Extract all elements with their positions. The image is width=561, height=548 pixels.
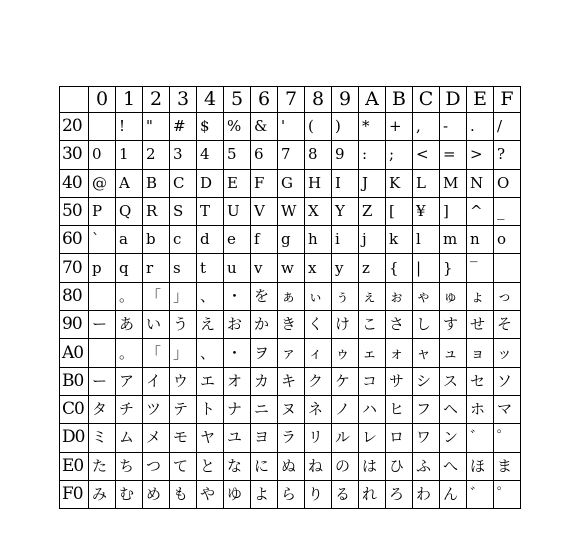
table-cell: よ bbox=[251, 481, 278, 509]
table-cell: む bbox=[116, 481, 143, 509]
row-header: 90 bbox=[60, 311, 89, 339]
column-header: 9 bbox=[332, 87, 359, 113]
table-cell: ォ bbox=[386, 339, 413, 367]
table-cell: L bbox=[413, 170, 440, 198]
table-cell: ヨ bbox=[251, 424, 278, 452]
column-header: 1 bbox=[116, 87, 143, 113]
table-cell: ニ bbox=[251, 396, 278, 424]
table-cell: マ bbox=[494, 396, 521, 424]
table-cell: ル bbox=[332, 424, 359, 452]
column-header: F bbox=[494, 87, 521, 113]
table-cell: ' bbox=[278, 113, 305, 141]
table-cell: | bbox=[413, 254, 440, 282]
table-cell: b bbox=[143, 226, 170, 254]
table-cell: ! bbox=[116, 113, 143, 141]
table-cell: ゛ bbox=[467, 481, 494, 509]
table-cell: ム bbox=[116, 424, 143, 452]
table-cell: ー bbox=[89, 368, 116, 396]
table-cell: あ bbox=[116, 311, 143, 339]
table-cell: お bbox=[224, 311, 251, 339]
table-cell: ; bbox=[386, 141, 413, 169]
table-cell: ナ bbox=[224, 396, 251, 424]
table-cell: ェ bbox=[359, 339, 386, 367]
table-cell: + bbox=[386, 113, 413, 141]
table-cell: を bbox=[251, 283, 278, 311]
table-cell: ミ bbox=[89, 424, 116, 452]
table-cell: V bbox=[251, 198, 278, 226]
table-cell: て bbox=[170, 453, 197, 481]
table-cell: t bbox=[197, 254, 224, 282]
table-cell: ` bbox=[89, 226, 116, 254]
table-cell: ゅ bbox=[440, 283, 467, 311]
table-cell: . bbox=[467, 113, 494, 141]
table-cell: f bbox=[251, 226, 278, 254]
row-header: C0 bbox=[60, 396, 89, 424]
table-cell: テ bbox=[170, 396, 197, 424]
row-header: A0 bbox=[60, 339, 89, 367]
table-cell: 。 bbox=[116, 283, 143, 311]
table-cell: 0 bbox=[89, 141, 116, 169]
table-cell: s bbox=[170, 254, 197, 282]
table-cell: 、 bbox=[197, 283, 224, 311]
table-cell: ケ bbox=[332, 368, 359, 396]
column-header: 7 bbox=[278, 87, 305, 113]
table-cell: u bbox=[224, 254, 251, 282]
column-header: 0 bbox=[89, 87, 116, 113]
table-cell: ュ bbox=[440, 339, 467, 367]
table-cell: " bbox=[143, 113, 170, 141]
table-cell: : bbox=[359, 141, 386, 169]
table-cell: ネ bbox=[305, 396, 332, 424]
row-header: 40 bbox=[60, 170, 89, 198]
table-cell: ヲ bbox=[251, 339, 278, 367]
table-cell: コ bbox=[359, 368, 386, 396]
table-cell: z bbox=[359, 254, 386, 282]
table-cell: h bbox=[305, 226, 332, 254]
table-cell: エ bbox=[197, 368, 224, 396]
row-header: 20 bbox=[60, 113, 89, 141]
table-cell: / bbox=[494, 113, 521, 141]
table-cell: サ bbox=[386, 368, 413, 396]
table-cell: ( bbox=[305, 113, 332, 141]
table-cell: ワ bbox=[413, 424, 440, 452]
table-cell: イ bbox=[143, 368, 170, 396]
table-cell: d bbox=[197, 226, 224, 254]
table-cell: ヌ bbox=[278, 396, 305, 424]
table-cell: メ bbox=[143, 424, 170, 452]
table-cell: ー bbox=[89, 311, 116, 339]
table-cell: つ bbox=[143, 453, 170, 481]
table-cell: め bbox=[143, 481, 170, 509]
table-cell: 5 bbox=[224, 141, 251, 169]
table-cell: る bbox=[332, 481, 359, 509]
table-cell: O bbox=[494, 170, 521, 198]
table-cell: & bbox=[251, 113, 278, 141]
column-header: 2 bbox=[143, 87, 170, 113]
table-cell: ホ bbox=[467, 396, 494, 424]
table-cell bbox=[494, 254, 521, 282]
table-cell: c bbox=[170, 226, 197, 254]
table-cell: チ bbox=[116, 396, 143, 424]
table-cell: 」 bbox=[170, 339, 197, 367]
table-cell: p bbox=[89, 254, 116, 282]
table-cell: い bbox=[143, 311, 170, 339]
table-cell: こ bbox=[359, 311, 386, 339]
table-cell: Y bbox=[332, 198, 359, 226]
table-cell: シ bbox=[413, 368, 440, 396]
table-cell: ぬ bbox=[278, 453, 305, 481]
table-cell: 8 bbox=[305, 141, 332, 169]
table-cell bbox=[89, 113, 116, 141]
table-cell: 2 bbox=[143, 141, 170, 169]
table-cell: ) bbox=[332, 113, 359, 141]
table-cell: ヒ bbox=[386, 396, 413, 424]
table-cell: j bbox=[359, 226, 386, 254]
corner-cell bbox=[60, 87, 89, 113]
table-cell: G bbox=[278, 170, 305, 198]
table-cell: ぅ bbox=[332, 283, 359, 311]
table-cell: } bbox=[440, 254, 467, 282]
table-cell: ] bbox=[440, 198, 467, 226]
table-cell: ラ bbox=[278, 424, 305, 452]
table-cell: っ bbox=[494, 283, 521, 311]
table-cell: ツ bbox=[143, 396, 170, 424]
table-cell: と bbox=[197, 453, 224, 481]
table-cell: し bbox=[413, 311, 440, 339]
table-cell: e bbox=[224, 226, 251, 254]
table-cell: ン bbox=[440, 424, 467, 452]
table-cell: ょ bbox=[467, 283, 494, 311]
table-cell: ま bbox=[494, 453, 521, 481]
table-cell: き bbox=[278, 311, 305, 339]
table-cell: T bbox=[197, 198, 224, 226]
table-cell: ゆ bbox=[224, 481, 251, 509]
table-cell: わ bbox=[413, 481, 440, 509]
table-cell: I bbox=[332, 170, 359, 198]
table-cell: ち bbox=[116, 453, 143, 481]
table-cell: ユ bbox=[224, 424, 251, 452]
table-cell: 7 bbox=[278, 141, 305, 169]
table-cell: モ bbox=[170, 424, 197, 452]
table-cell: フ bbox=[413, 396, 440, 424]
table-cell: ぇ bbox=[359, 283, 386, 311]
table-cell: か bbox=[251, 311, 278, 339]
table-cell: す bbox=[440, 311, 467, 339]
table-cell: オ bbox=[224, 368, 251, 396]
row-header: E0 bbox=[60, 453, 89, 481]
table-cell: # bbox=[170, 113, 197, 141]
table-cell: ヤ bbox=[197, 424, 224, 452]
table-cell: ゜ bbox=[494, 481, 521, 509]
table-cell: n bbox=[467, 226, 494, 254]
table-cell: ぉ bbox=[386, 283, 413, 311]
table-cell: ス bbox=[440, 368, 467, 396]
table-cell: ソ bbox=[494, 368, 521, 396]
table-cell: ね bbox=[305, 453, 332, 481]
table-cell: え bbox=[197, 311, 224, 339]
row-header: D0 bbox=[60, 424, 89, 452]
table-cell: ア bbox=[116, 368, 143, 396]
table-cell: ゃ bbox=[413, 283, 440, 311]
row-header: 70 bbox=[60, 254, 89, 282]
table-cell: ・ bbox=[224, 339, 251, 367]
column-header: E bbox=[467, 87, 494, 113]
table-cell bbox=[89, 339, 116, 367]
table-cell: キ bbox=[278, 368, 305, 396]
table-cell: 9 bbox=[332, 141, 359, 169]
table-cell: や bbox=[197, 481, 224, 509]
table-cell: ・ bbox=[224, 283, 251, 311]
table-cell: o bbox=[494, 226, 521, 254]
table-cell: レ bbox=[359, 424, 386, 452]
table-cell: 。 bbox=[116, 339, 143, 367]
table-cell: B bbox=[143, 170, 170, 198]
table-cell: a bbox=[116, 226, 143, 254]
table-cell: W bbox=[278, 198, 305, 226]
table-cell: $ bbox=[197, 113, 224, 141]
column-header: A bbox=[359, 87, 386, 113]
table-cell: 「 bbox=[143, 339, 170, 367]
table-cell: れ bbox=[359, 481, 386, 509]
table-cell: ィ bbox=[305, 339, 332, 367]
table-cell: 「 bbox=[143, 283, 170, 311]
table-cell: v bbox=[251, 254, 278, 282]
table-cell: ノ bbox=[332, 396, 359, 424]
table-cell: ら bbox=[278, 481, 305, 509]
row-header: 50 bbox=[60, 198, 89, 226]
table-cell: E bbox=[224, 170, 251, 198]
row-header: 30 bbox=[60, 141, 89, 169]
table-cell: う bbox=[170, 311, 197, 339]
table-cell: ‾ bbox=[467, 254, 494, 282]
table-cell: x bbox=[305, 254, 332, 282]
table-cell: U bbox=[224, 198, 251, 226]
table-cell: り bbox=[305, 481, 332, 509]
table-cell: R bbox=[143, 198, 170, 226]
table-cell: r bbox=[143, 254, 170, 282]
table-cell: y bbox=[332, 254, 359, 282]
table-cell: ひ bbox=[386, 453, 413, 481]
table-cell: g bbox=[278, 226, 305, 254]
table-cell: ゜ bbox=[494, 424, 521, 452]
table-cell: ハ bbox=[359, 396, 386, 424]
row-header: 60 bbox=[60, 226, 89, 254]
table-cell: 6 bbox=[251, 141, 278, 169]
table-cell: H bbox=[305, 170, 332, 198]
column-header: 8 bbox=[305, 87, 332, 113]
table-cell bbox=[89, 283, 116, 311]
table-cell: た bbox=[89, 453, 116, 481]
table-cell: ョ bbox=[467, 339, 494, 367]
table-cell: X bbox=[305, 198, 332, 226]
row-header: B0 bbox=[60, 368, 89, 396]
table-cell: D bbox=[197, 170, 224, 198]
table-cell: ほ bbox=[467, 453, 494, 481]
table-cell: の bbox=[332, 453, 359, 481]
table-cell: Z bbox=[359, 198, 386, 226]
table-cell: ん bbox=[440, 481, 467, 509]
column-header: D bbox=[440, 87, 467, 113]
table-cell: { bbox=[386, 254, 413, 282]
table-cell: > bbox=[467, 141, 494, 169]
table-cell: ク bbox=[305, 368, 332, 396]
table-cell: - bbox=[440, 113, 467, 141]
table-cell: K bbox=[386, 170, 413, 198]
table-cell: ゥ bbox=[332, 339, 359, 367]
table-cell: P bbox=[89, 198, 116, 226]
row-header: F0 bbox=[60, 481, 89, 509]
table-cell: へ bbox=[440, 453, 467, 481]
table-cell: 3 bbox=[170, 141, 197, 169]
table-cell: な bbox=[224, 453, 251, 481]
table-cell: ロ bbox=[386, 424, 413, 452]
table-cell: ろ bbox=[386, 481, 413, 509]
table-cell: * bbox=[359, 113, 386, 141]
table-cell: け bbox=[332, 311, 359, 339]
table-cell: ャ bbox=[413, 339, 440, 367]
table-cell: 」 bbox=[170, 283, 197, 311]
table-cell: ッ bbox=[494, 339, 521, 367]
table-cell: ¥ bbox=[413, 198, 440, 226]
table-cell: 、 bbox=[197, 339, 224, 367]
table-cell: F bbox=[251, 170, 278, 198]
table-cell: J bbox=[359, 170, 386, 198]
table-cell: に bbox=[251, 453, 278, 481]
row-header: 80 bbox=[60, 283, 89, 311]
column-header: 6 bbox=[251, 87, 278, 113]
table-cell: 1 bbox=[116, 141, 143, 169]
table-cell: C bbox=[170, 170, 197, 198]
table-cell: ^ bbox=[467, 198, 494, 226]
table-cell: i bbox=[332, 226, 359, 254]
table-cell: M bbox=[440, 170, 467, 198]
character-code-table bbox=[59, 86, 521, 509]
column-header: 5 bbox=[224, 87, 251, 113]
table-cell: は bbox=[359, 453, 386, 481]
table-cell: S bbox=[170, 198, 197, 226]
column-header: B bbox=[386, 87, 413, 113]
table-cell: ぁ bbox=[278, 283, 305, 311]
table-cell: , bbox=[413, 113, 440, 141]
table-cell: く bbox=[305, 311, 332, 339]
table-cell: _ bbox=[494, 198, 521, 226]
table-cell: w bbox=[278, 254, 305, 282]
table-cell: < bbox=[413, 141, 440, 169]
table-cell: ぃ bbox=[305, 283, 332, 311]
table-cell: % bbox=[224, 113, 251, 141]
table-cell: タ bbox=[89, 396, 116, 424]
table-cell: リ bbox=[305, 424, 332, 452]
table-cell: N bbox=[467, 170, 494, 198]
table-cell: m bbox=[440, 226, 467, 254]
table-cell: さ bbox=[386, 311, 413, 339]
table-cell: ヘ bbox=[440, 396, 467, 424]
table-cell: せ bbox=[467, 311, 494, 339]
table-cell: セ bbox=[467, 368, 494, 396]
column-header: 3 bbox=[170, 87, 197, 113]
table-cell: ト bbox=[197, 396, 224, 424]
table-cell: q bbox=[116, 254, 143, 282]
table-cell: Q bbox=[116, 198, 143, 226]
table-cell: も bbox=[170, 481, 197, 509]
table-cell: そ bbox=[494, 311, 521, 339]
table-cell: ? bbox=[494, 141, 521, 169]
table-cell: [ bbox=[386, 198, 413, 226]
table-cell: l bbox=[413, 226, 440, 254]
column-header: 4 bbox=[197, 87, 224, 113]
table-cell: ウ bbox=[170, 368, 197, 396]
table-cell: ゛ bbox=[467, 424, 494, 452]
column-header: C bbox=[413, 87, 440, 113]
table-cell: @ bbox=[89, 170, 116, 198]
table-cell: ふ bbox=[413, 453, 440, 481]
table-cell: = bbox=[440, 141, 467, 169]
table-cell: 4 bbox=[197, 141, 224, 169]
table-cell: A bbox=[116, 170, 143, 198]
table-cell: カ bbox=[251, 368, 278, 396]
table-cell: ァ bbox=[278, 339, 305, 367]
table-cell: k bbox=[386, 226, 413, 254]
table-cell: み bbox=[89, 481, 116, 509]
